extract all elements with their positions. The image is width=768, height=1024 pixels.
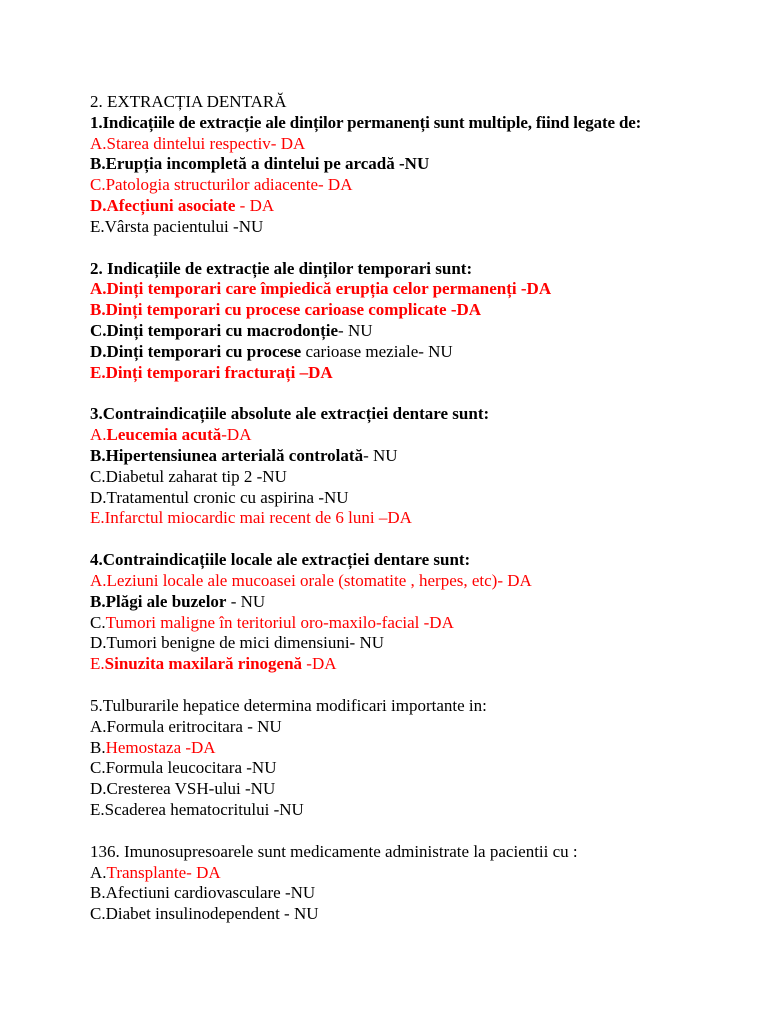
q4-answer-e-rest: -DA <box>302 654 337 674</box>
q3-answer-a-rest: -DA <box>221 425 252 445</box>
q3-answer-a-bold: Leucemia acută <box>106 425 222 445</box>
q2-answer-d <box>90 342 750 363</box>
q5-answer-b <box>90 738 750 759</box>
question-5: 5.Tulburarile hepatice determina modificari importante in: <box>90 695 487 715</box>
document-body <box>90 92 750 925</box>
q4-answer-e <box>90 654 750 675</box>
q5-answer-d: D.Cresterea VSH-ului -NU <box>90 779 276 799</box>
q2-answer-c-rest: - NU <box>338 320 373 340</box>
q4-answer-b-rest: - NU <box>226 591 266 611</box>
q3-answer-e-rest: Infarctul miocardic mai recent de 6 luni –DA <box>104 508 412 528</box>
question-2: 2. Indicațiile de extracție ale dinților temporari sunt: <box>90 258 473 278</box>
q5-answer-e: E.Scaderea hematocritului -NU <box>90 799 304 819</box>
q136-answer-a-prefix: A. <box>90 862 107 882</box>
q3-answer-a-prefix: A. <box>90 425 107 445</box>
q4-answer-b <box>90 592 750 613</box>
q5-answer-b-rest: Hemostaza -DA <box>105 737 216 757</box>
q3-answer-b-rest: - NU <box>363 445 398 465</box>
q1-answer-d <box>90 196 750 217</box>
q3-answer-b <box>90 446 750 467</box>
q4-answer-c-prefix: C. <box>90 612 106 632</box>
q136-answer-a <box>90 863 750 884</box>
q1-answer-e: E.Vârsta pacientului -NU <box>90 216 264 236</box>
q4-answer-d: D.Tumori benigne de mici dimensiuni- NU <box>90 633 385 653</box>
q3-answer-c: C.Diabetul zaharat tip 2 -NU <box>90 466 287 486</box>
q1-answer-b <box>90 154 750 175</box>
q136-answer-b: B.Afectiuni cardiovasculare -NU <box>90 883 316 903</box>
q4-answer-e-bold: Sinuzita maxilară rinogenă <box>104 654 303 674</box>
q1-answer-c: C.Patologia structurilor adiacente- DA <box>90 175 353 195</box>
spacer <box>90 383 750 404</box>
q4-answer-b-bold: B.Plăgi ale buzelor <box>90 591 227 611</box>
q2-answer-d-rest: carioase meziale- NU <box>301 341 453 361</box>
question-136: 136. Imunosupresoarele sunt medicamente administrate la pacientii cu : <box>90 841 578 861</box>
spacer <box>90 821 750 842</box>
q2-answer-e: E.Dinți temporari fracturați –DA <box>90 362 333 382</box>
q2-answer-c-bold: C.Dinți temporari cu macrodonție <box>90 320 339 340</box>
question-3: 3.Contraindicațiile absolute ale extracției dentare sunt: <box>90 404 490 424</box>
question-1: 1.Indicațiile de extracție ale dinților permanenți sunt multiple, fiind legate de: <box>90 112 642 132</box>
q4-answer-e-prefix: E. <box>90 654 105 674</box>
q3-answer-e <box>90 508 750 529</box>
q1-answer-d-rest: - DA <box>235 195 275 215</box>
spacer <box>90 238 750 259</box>
q3-answer-e-prefix: E. <box>90 508 105 528</box>
q136-answer-c: C.Diabet insulinodependent - NU <box>90 904 319 924</box>
q3-answer-d: D.Tratamentul cronic cu aspirina -NU <box>90 487 349 507</box>
q5-answer-b-prefix: B. <box>90 737 106 757</box>
q3-answer-a <box>90 425 750 446</box>
q2-answer-d-bold: D.Dinți temporari cu procese <box>90 341 302 361</box>
q4-answer-a: A.Leziuni locale ale mucoasei orale (stomatite , herpes, etc)- DA <box>90 570 532 590</box>
q3-answer-b-bold: B.Hipertensiunea arterială controlată <box>90 445 364 465</box>
q5-answer-c: C.Formula leucocitara -NU <box>90 758 277 778</box>
q4-answer-c <box>90 613 750 634</box>
q4-answer-c-rest: Tumori maligne în teritoriul oro-maxilo-facial -DA <box>105 612 454 632</box>
section-title: 2. EXTRACȚIA DENTARĂ <box>90 92 287 111</box>
q2-answer-a: A.Dinți temporari care împiedică erupția celor permanenți -DA <box>90 279 552 299</box>
spacer <box>90 529 750 550</box>
q2-answer-c <box>90 321 750 342</box>
q1-answer-b-text: B.Erupția incompletă a dintelui pe arcadă -NU <box>90 154 430 174</box>
q1-answer-a: A.Starea dintelui respectiv- DA <box>90 133 306 153</box>
spacer <box>90 675 750 696</box>
q136-answer-a-rest: Transplante- DA <box>106 862 221 882</box>
q2-answer-b: B.Dinți temporari cu procese carioase complicate -DA <box>90 300 482 320</box>
question-4: 4.Contraindicațiile locale ale extracției dentare sunt: <box>90 550 471 570</box>
q1-answer-d-bold: D.Afecțiuni asociate <box>90 195 236 215</box>
q5-answer-a: A.Formula eritrocitara - NU <box>90 716 282 736</box>
